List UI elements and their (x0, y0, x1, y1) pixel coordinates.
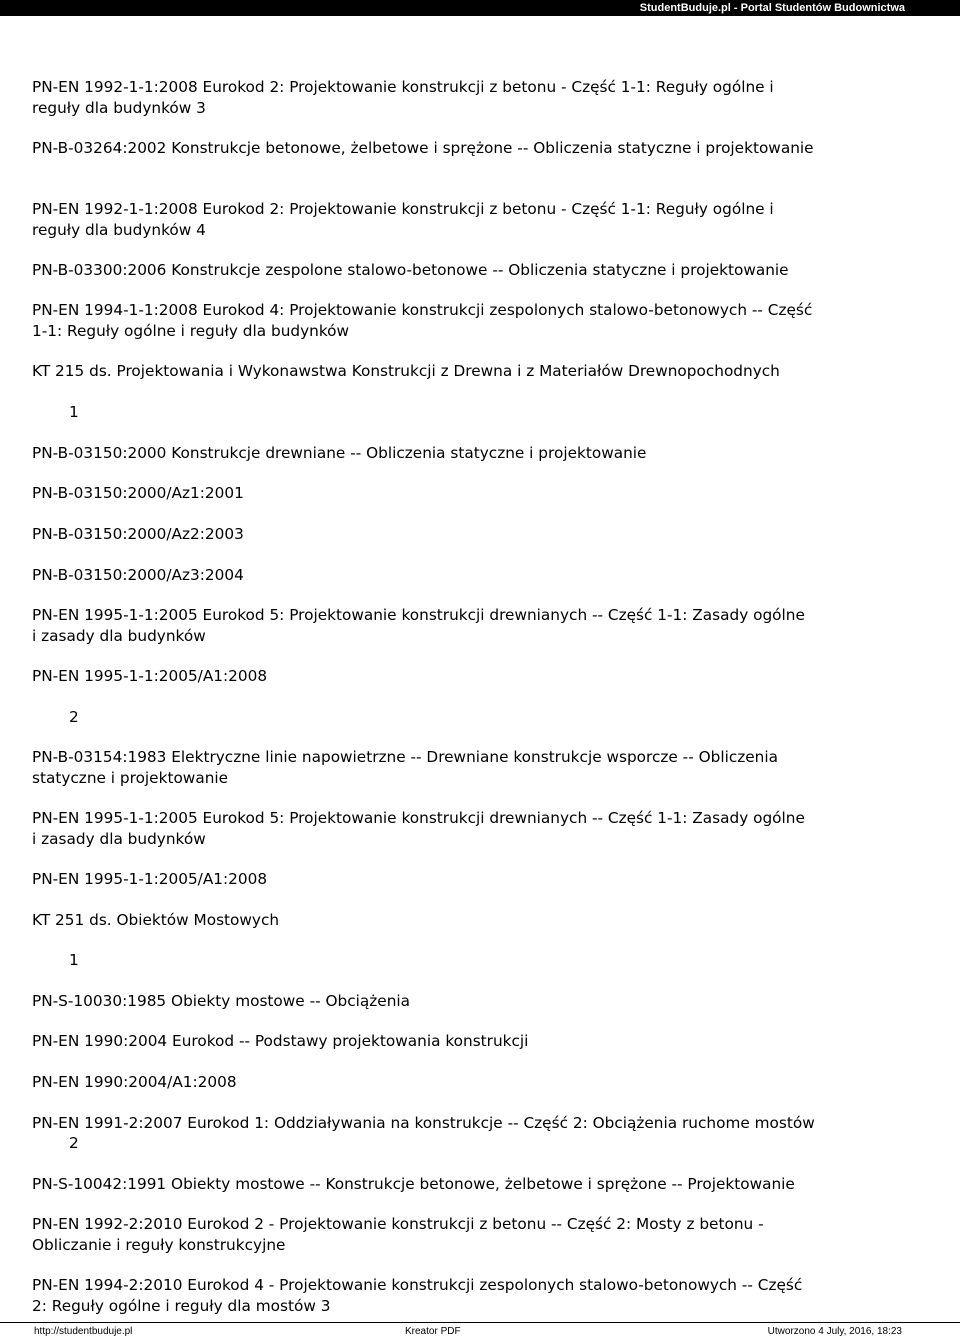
entry-line: PN-B-03150:2000/Az3:2004 (32, 566, 244, 584)
entry-line: PN-B-03150:2000/Az2:2003 (32, 525, 244, 543)
entry-line: statyczne i projektowanie (32, 769, 229, 787)
entry-line: PN-EN 1992-2:2010 Eurokod 2 - Projektowanie konstrukcji z betonu -- Część 2: Mosty z betonu - (32, 1215, 764, 1233)
entry-line: PN-EN 1991-2:2007 Eurokod 1: Oddziaływania na konstrukcje -- Część 2: Obciążenia ruchome mostów (32, 1114, 815, 1132)
entry-line: PN-EN 1994-2:2010 Eurokod 4 - Projektowanie konstrukcji zespolonych stalowo-betonowych -- Część (32, 1276, 803, 1294)
entry-line: i zasady dla budynków (32, 830, 206, 848)
entry-line: Obliczanie i reguły konstrukcyjne (32, 1236, 286, 1254)
entry-line: PN-B-03154:1983 Elektryczne linie napowietrzne -- Drewniane konstrukcje wsporcze -- Obliczenia (32, 748, 778, 766)
entry-12 (32, 747, 932, 789)
section-heading-kt251 (32, 910, 932, 931)
entry-line: PN-B-03300:2006 Konstrukcje zespolone stalowo-betonowe -- Obliczenia statyczne i projektowanie (32, 261, 789, 279)
entry-20 (32, 1214, 932, 1256)
entry-line: 1-1: Reguły ogólne i reguły dla budynków (32, 322, 350, 340)
entry-17 (32, 1072, 932, 1093)
entry-4 (32, 260, 932, 281)
entry-2 (32, 138, 932, 159)
entry-11 (32, 666, 932, 687)
entry-line: PN-S-10030:1985 Obiekty mostowe -- Obciążenia (32, 992, 411, 1010)
entry-line: PN-EN 1995-1-1:2005/A1:2008 (32, 870, 268, 888)
entry-15 (32, 991, 932, 1012)
entry-line: PN-EN 1995-1-1:2005 Eurokod 5: Projektowanie konstrukcji drewnianych -- Część 1-1: Zasady ogólne (32, 606, 805, 624)
entry-line: PN-EN 1994-1-1:2008 Eurokod 4: Projektowanie konstrukcji zespolonych stalowo-betonowych -- Część (32, 301, 813, 319)
entry-line: 2: Reguły ogólne i reguły dla mostów 3 (32, 1297, 331, 1315)
entry-line: PN-EN 1995-1-1:2005 Eurokod 5: Projektowanie konstrukcji drewnianych -- Część 1-1: Zasady ogólne (32, 809, 805, 827)
page-marker: 2 (69, 708, 79, 726)
entry-16 (32, 1031, 932, 1052)
entry-line: KT 251 ds. Obiektów Mostowych (32, 911, 280, 929)
entry-line: PN-EN 1992-1-1:2008 Eurokod 2: Projektowanie konstrukcji z betonu - Część 1-1: Reguły ogólne i (32, 78, 774, 96)
entry-line: PN-B-03150:2000/Az1:2001 (32, 484, 244, 502)
entry-line: PN-EN 1995-1-1:2005/A1:2008 (32, 667, 268, 685)
entry-8 (32, 524, 932, 545)
entry-19 (32, 1174, 932, 1195)
page-marker: 1 (69, 403, 79, 421)
footer-created-date: Utworzono 4 July, 2016, 18:23 (767, 1326, 902, 1337)
entry-line: PN-EN 1990:2004/A1:2008 (32, 1073, 237, 1091)
entry-7 (32, 483, 932, 504)
footer-url-link[interactable]: http://studentbuduje.pl (34, 1326, 133, 1337)
entry-21 (32, 1275, 932, 1317)
section-heading-kt215 (32, 361, 932, 382)
entry-14 (32, 869, 932, 890)
entry-1 (32, 77, 932, 119)
entry-10 (32, 605, 932, 647)
entry-5 (32, 300, 932, 342)
entry-line: i zasady dla budynków (32, 627, 206, 645)
entry-6 (32, 443, 932, 464)
entry-line: PN-EN 1990:2004 Eurokod -- Podstawy projektowania konstrukcji (32, 1032, 529, 1050)
entry-line: reguły dla budynków 4 (32, 221, 206, 239)
entry-line: PN-EN 1992-1-1:2008 Eurokod 2: Projektowanie konstrukcji z betonu - Część 1-1: Reguły ogólne i (32, 200, 774, 218)
entry-18 (32, 1113, 932, 1134)
header-title: StudentBuduje.pl - Portal Studentów Budownictwa (639, 2, 905, 14)
entry-13 (32, 808, 932, 850)
header-bar (0, 0, 960, 16)
entry-line: PN-S-10042:1991 Obiekty mostowe -- Konstrukcje betonowe, żelbetowe i sprężone -- Projektowanie (32, 1175, 795, 1193)
footer-creator: Kreator PDF (405, 1326, 461, 1337)
entry-line: PN-B-03150:2000 Konstrukcje drewniane -- Obliczenia statyczne i projektowanie (32, 444, 647, 462)
page-marker: 1 (69, 951, 79, 969)
entry-9 (32, 565, 932, 586)
entry-line: PN-B-03264:2002 Konstrukcje betonowe, żelbetowe i sprężone -- Obliczenia statyczne i projektowanie (32, 139, 814, 157)
entry-line: KT 215 ds. Projektowania i Wykonawstwa Konstrukcji z Drewna i z Materiałów Drewnopochodnych (32, 362, 780, 380)
entry-3 (32, 199, 932, 241)
footer-bar (0, 1322, 960, 1342)
page-marker: 2 (69, 1134, 79, 1152)
entry-line: reguły dla budynków 3 (32, 99, 206, 117)
